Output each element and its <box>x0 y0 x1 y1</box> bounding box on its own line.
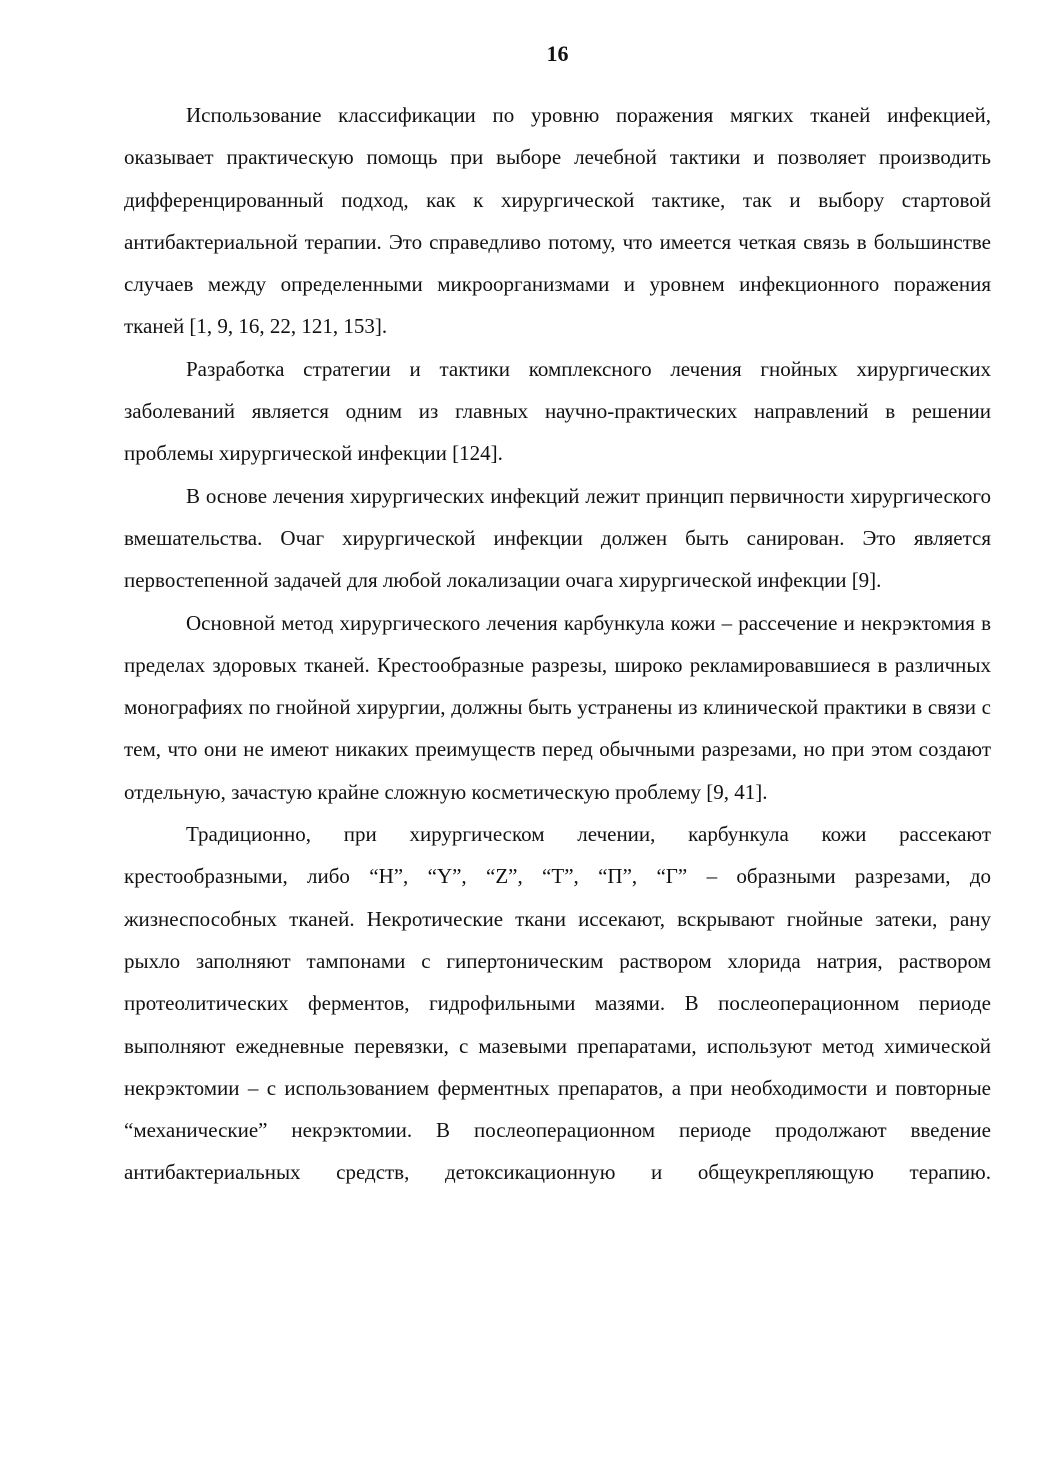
paragraph-main-method: Основной метод хирургического лечения карбункула кожи – рассечение и некрэктомия в пределах здоровых тканей. Крестообразные разрезы, широко рекламировавшиеся в различных монографиях по гнойной хирургии, должны быть устранены из клинической практики в связи с тем, что они не имеют никаких преимуществ перед обычными разрезами, но при этом создают отдельную, зачастую крайне сложную косметическую проблему [9, 41]. <box>124 610 991 804</box>
paragraph-primary-intervention: В основе лечения хирургических инфекций лежит принцип первичности хирургического вмешательства. Очаг хирургической инфекции должен быть санирован. Это является первостепенной задачей для любой локализации очага хирургической инфекции [9]. <box>124 483 991 593</box>
document-body <box>124 94 991 1194</box>
paragraph-classification: Использование классификации по уровню поражения мягких тканей инфекцией, оказывает практическую помощь при выборе лечебной тактики и позволяет производить дифференцированный подход, как к хирургической тактике, так и выбору стартовой антибактериальной терапии. Это справедливо потому, что имеется четкая связь в большинстве случаев между определенными микроорганизмами и уровнем инфекционного поражения тканей [1, 9, 16, 22, 121, 153]. <box>124 103 991 339</box>
paragraph-traditional-treatment: Традиционно, при хирургическом лечении, карбункула кожи рассекают крестообразными, либо “Н”, “Y”, “Z”, “Т”, “П”, “Г” – образными разрезами, до жизнеспособных тканей. Некротические ткани иссекают, вскрывают гнойные затеки, рану рыхло заполняют тампонами с гипертоническим раствором хлорида натрия, раствором протеолитических ферментов, гидрофильными мазями. В послеоперационном периоде выполняют ежедневные перевязки, с мазевыми препаратами, используют метод химической некрэктомии – с использованием ферментных препаратов, а при необходимости и повторные “механические” некрэктомии. В послеоперационном периоде продолжают введение антибактериальных средств, детоксикационную и общеукрепляющую терапию. <box>124 822 991 1185</box>
paragraph-strategy: Разработка стратегии и тактики комплексного лечения гнойных хирургических заболеваний является одним из главных научно-практических направлений в решении проблемы хирургической инфекции [124]. <box>124 356 991 466</box>
page-number: 16 <box>546 41 569 66</box>
